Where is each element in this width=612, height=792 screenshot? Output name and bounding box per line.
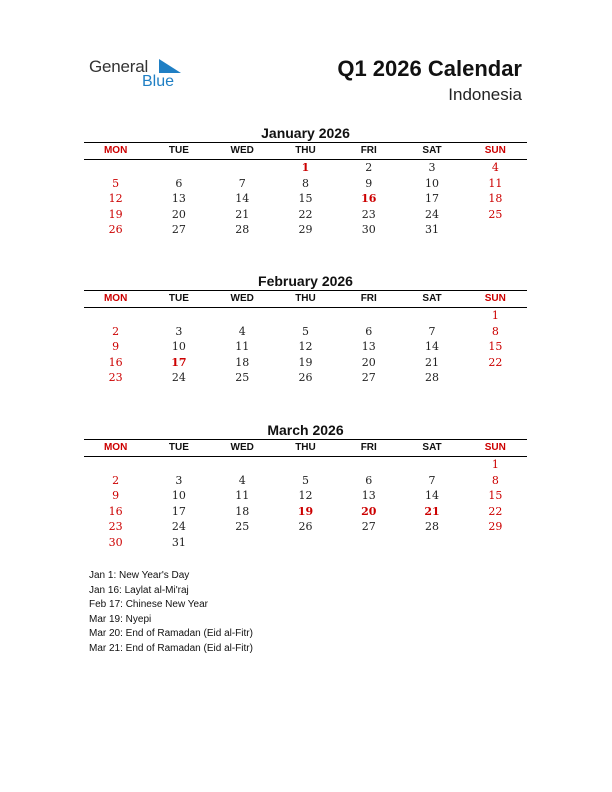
- day-cell: 7: [428, 324, 436, 338]
- day-cell: 28: [425, 371, 440, 384]
- day-cell: [337, 308, 400, 324]
- weekday-label: MON: [103, 442, 128, 453]
- day-cell: 9: [365, 176, 373, 190]
- day-cell: [464, 370, 527, 386]
- week-row: [84, 222, 527, 238]
- weekday-label: SAT: [422, 442, 442, 453]
- holiday-note: Mar 19: Nyepi: [89, 613, 152, 625]
- day-cell: [337, 535, 400, 551]
- day-cell: 19: [298, 355, 313, 369]
- day-cell: 27: [361, 520, 376, 533]
- day-cell: [84, 160, 147, 176]
- day-cell: 26: [108, 223, 123, 236]
- day-cell: 24: [171, 371, 186, 384]
- day-cell: [400, 308, 463, 324]
- day-cell: 27: [361, 371, 376, 384]
- day-cell: 3: [428, 161, 436, 174]
- day-cell: [400, 535, 463, 551]
- day-cell: 4: [238, 473, 246, 487]
- day-cell: [147, 160, 210, 176]
- day-cell: 28: [425, 520, 440, 533]
- holiday-note: Mar 20: End of Ramadan (Eid al-Fitr): [89, 628, 253, 639]
- day-cell: 28: [235, 223, 250, 236]
- day-cell: [84, 457, 147, 473]
- week-row: [84, 519, 527, 535]
- weekday-label: SUN: [484, 145, 506, 156]
- day-cell: 12: [298, 340, 313, 353]
- day-cell: 16: [361, 192, 377, 205]
- day-cell: 26: [298, 520, 313, 533]
- day-cell: 11: [488, 176, 503, 190]
- day-cell: 15: [298, 192, 313, 205]
- day-cell: 29: [488, 520, 503, 533]
- day-cell: 19: [108, 207, 123, 221]
- day-cell: 25: [235, 371, 250, 384]
- weekday-label: TUE: [168, 442, 189, 453]
- day-cell: 8: [491, 324, 499, 338]
- logo-triangle-icon: [159, 59, 181, 73]
- day-cell: 25: [235, 520, 250, 533]
- logo-word-general: General: [89, 57, 149, 76]
- weekday-header-row: [84, 143, 527, 160]
- day-cell: 23: [108, 371, 123, 384]
- logo-word-blue: Blue: [142, 73, 175, 90]
- day-cell: 15: [488, 489, 503, 502]
- weekday-label: THU: [295, 442, 316, 453]
- holiday-note: Feb 17: Chinese New Year: [89, 599, 208, 610]
- weekday-label: THU: [295, 145, 316, 156]
- holiday-note: Jan 1: New Year's Day: [89, 570, 190, 581]
- month-grid: [84, 142, 527, 238]
- day-cell: [147, 308, 210, 324]
- day-cell: 1: [491, 458, 499, 471]
- day-cell: 8: [491, 473, 499, 487]
- day-cell: 17: [425, 192, 440, 205]
- week-row: [84, 355, 527, 371]
- day-cell: [274, 457, 337, 473]
- day-cell: 1: [491, 309, 499, 322]
- month-title: February 2026: [258, 273, 353, 289]
- week-row: [84, 504, 527, 520]
- month-title: January 2026: [261, 125, 350, 141]
- day-cell: 2: [112, 473, 120, 487]
- day-cell: 22: [488, 504, 503, 518]
- week-row: [84, 370, 527, 386]
- weekday-label: SUN: [484, 442, 506, 453]
- day-cell: 16: [108, 504, 123, 518]
- day-cell: 11: [235, 340, 250, 353]
- weekday-label: FRI: [360, 442, 377, 453]
- month-february: [84, 272, 527, 386]
- week-row: [84, 339, 527, 355]
- day-cell: 7: [428, 473, 436, 487]
- day-cell: [464, 535, 527, 551]
- day-cell: 22: [298, 207, 313, 221]
- day-cell: 23: [361, 207, 376, 221]
- week-row: [84, 308, 527, 324]
- day-cell: 31: [171, 535, 186, 549]
- month-grid: [84, 290, 527, 386]
- day-cell: 6: [175, 176, 183, 190]
- week-row: [84, 457, 527, 473]
- day-cell: 3: [175, 473, 183, 487]
- weekday-label: WED: [230, 293, 254, 304]
- month-title: March 2026: [267, 422, 344, 438]
- day-cell: 5: [112, 176, 120, 190]
- week-row: [84, 160, 527, 176]
- day-cell: 17: [171, 355, 187, 369]
- weekday-label: THU: [295, 293, 316, 304]
- day-cell: 19: [297, 504, 314, 518]
- day-cell: 21: [235, 207, 250, 221]
- page-title: Q1 2026 Calendar: [337, 56, 522, 81]
- day-cell: 4: [491, 161, 499, 174]
- day-cell: 18: [235, 504, 250, 518]
- weekday-label: TUE: [168, 145, 189, 156]
- day-cell: 23: [108, 520, 123, 533]
- day-cell: [211, 535, 274, 551]
- day-cell: 13: [361, 489, 376, 502]
- week-row: [84, 207, 527, 223]
- week-row: [84, 488, 527, 504]
- weekday-label: FRI: [360, 293, 377, 304]
- weekday-label: MON: [103, 145, 128, 156]
- day-cell: 18: [488, 192, 503, 205]
- holiday-notes: [89, 569, 253, 656]
- day-cell: 18: [235, 355, 250, 369]
- day-cell: 21: [425, 355, 440, 369]
- day-cell: [147, 457, 210, 473]
- day-cell: [400, 457, 463, 473]
- day-cell: [337, 457, 400, 473]
- day-cell: 11: [235, 489, 250, 502]
- day-cell: [211, 457, 274, 473]
- weekday-label: TUE: [168, 293, 189, 304]
- day-cell: [274, 535, 337, 551]
- day-cell: 24: [171, 520, 186, 533]
- day-cell: [211, 160, 274, 176]
- week-row: [84, 324, 527, 340]
- day-cell: 22: [488, 355, 503, 369]
- weekday-label: SUN: [484, 293, 506, 304]
- day-cell: 8: [301, 176, 309, 190]
- weekday-label: MON: [103, 293, 128, 304]
- week-row: [84, 191, 527, 207]
- weekday-label: WED: [230, 145, 254, 156]
- day-cell: [84, 308, 147, 324]
- day-cell: 4: [238, 324, 246, 338]
- day-cell: 24: [425, 207, 440, 221]
- month-grid: [84, 439, 527, 550]
- day-cell: 10: [171, 489, 186, 502]
- weekday-label: SAT: [422, 293, 442, 304]
- day-cell: 3: [175, 324, 183, 338]
- day-cell: 14: [425, 340, 440, 353]
- day-cell: 12: [298, 489, 313, 502]
- day-cell: 5: [301, 324, 309, 338]
- day-cell: [464, 222, 527, 238]
- day-cell: 21: [424, 504, 440, 518]
- day-cell: 2: [365, 161, 373, 174]
- day-cell: 10: [425, 176, 440, 190]
- day-cell: 9: [112, 489, 120, 502]
- day-cell: 1: [301, 161, 310, 174]
- day-cell: 7: [238, 176, 246, 190]
- day-cell: 30: [361, 223, 376, 236]
- week-row: [84, 535, 527, 551]
- day-cell: 14: [235, 192, 250, 205]
- day-cell: 10: [171, 340, 186, 353]
- month-march: [84, 421, 527, 550]
- day-cell: 14: [425, 489, 440, 502]
- day-cell: 30: [108, 535, 123, 549]
- day-cell: 26: [298, 371, 313, 384]
- day-cell: 12: [108, 192, 123, 205]
- generalblue-logo: [89, 56, 189, 92]
- weekday-header-row: [84, 440, 527, 457]
- holiday-note: Mar 21: End of Ramadan (Eid al-Fitr): [89, 642, 253, 654]
- day-cell: 31: [425, 223, 440, 236]
- day-cell: 17: [171, 504, 186, 518]
- day-cell: 29: [298, 223, 313, 236]
- day-cell: [211, 308, 274, 324]
- country-name: Indonesia: [448, 85, 522, 104]
- day-cell: 6: [365, 324, 373, 338]
- day-cell: 6: [365, 473, 373, 487]
- day-cell: 9: [112, 340, 120, 353]
- holiday-note: Jan 16: Laylat al-Mi'raj: [89, 584, 189, 596]
- day-cell: [274, 308, 337, 324]
- weekday-label: WED: [230, 442, 254, 453]
- day-cell: 5: [301, 473, 309, 487]
- weekday-label: SAT: [422, 145, 442, 156]
- week-row: [84, 473, 527, 489]
- week-row: [84, 176, 527, 192]
- weekday-label: FRI: [360, 145, 377, 156]
- day-cell: 2: [112, 324, 120, 338]
- day-cell: 27: [171, 223, 186, 236]
- day-cell: 25: [488, 207, 503, 221]
- day-cell: 20: [361, 355, 376, 369]
- day-cell: 13: [171, 192, 186, 205]
- day-cell: 13: [361, 340, 376, 353]
- day-cell: 20: [171, 207, 186, 221]
- weekday-header-row: [84, 291, 527, 308]
- day-cell: 16: [108, 355, 123, 369]
- day-cell: 20: [361, 504, 377, 518]
- day-cell: 15: [488, 340, 503, 353]
- month-january: [84, 124, 527, 238]
